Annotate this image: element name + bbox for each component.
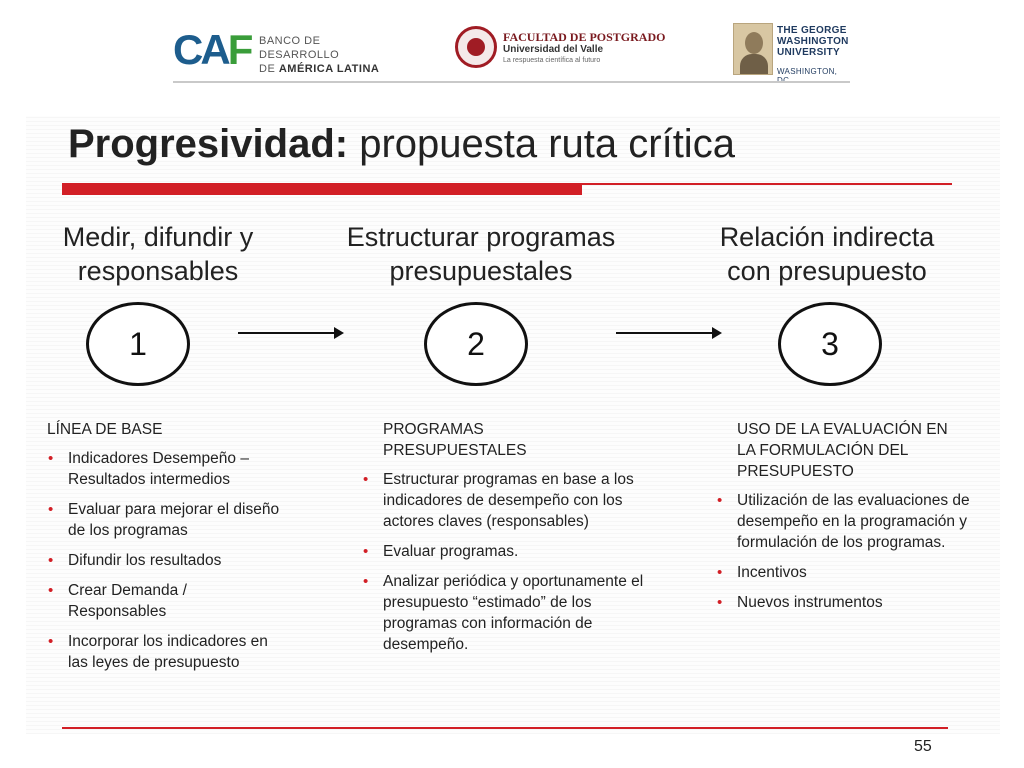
step-3-circle: 3 [778,302,882,386]
caf-mark: CAF [173,26,251,73]
list-item: • Indicadores Desempeño – Resultados intermedios [47,448,287,490]
column-1-heading: Medir, difundir y responsables [62,222,254,286]
block-2-title: PROGRAMAS PRESUPUESTALES [383,421,527,459]
postgrado-slogan: La respuesta científica al futuro [503,57,601,64]
caf-line2-prefix: DE [259,63,279,75]
title-underline-thick [62,183,582,195]
page-number: 55 [914,738,932,755]
list-item: • Analizar periódica y oportunamente el presupuesto “estimado” de los programas con información de desempeño. [362,571,662,655]
block-3-title: USO DE LA EVALUACIÓN EN LA FORMULACIÓN DEL PRESUPUESTO [737,421,948,480]
caf-line1: BANCO DE DESARROLLO [259,35,340,61]
list-item: • Utilización de las evaluaciones de desempeño en la programación y formulación de los programas. [716,490,978,553]
column-3-heading: Relación indirecta con presupuesto [719,222,935,286]
portrait-icon [733,23,773,75]
university-seal-icon [455,26,497,68]
header-logos [173,20,850,80]
list-item: • Crear Demanda / Responsables [47,580,287,622]
block-linea-de-base [47,419,287,682]
list-item: • Estructurar programas en base a los indicadores de desempeño con los actores claves (responsables) [362,469,662,532]
step-1-circle: 1 [86,302,190,386]
arrow-right-icon [238,332,342,334]
caf-logo [173,26,403,75]
gwu-line3: UNIVERSITY [777,47,841,58]
list-item: • Difundir los resultados [47,550,287,571]
arrow-right-icon [616,332,720,334]
title-underline-thin [582,183,952,185]
gwu-logo [733,23,850,77]
step-2-circle: 2 [424,302,528,386]
list-item: • Incentivos [716,562,978,583]
gwu-line1: THE GEORGE [777,25,847,36]
title-rest: propuesta ruta crítica [348,122,735,166]
header-divider [173,81,850,83]
postgrado-logo [455,26,695,74]
slide-title [68,120,735,168]
title-bold: Progresividad: [68,122,349,166]
block-programas-presupuestales [362,419,662,664]
block-uso-evaluacion [716,419,978,622]
caf-line2-bold: AMÉRICA LATINA [278,63,380,75]
list-item: • Evaluar programas. [362,541,662,562]
list-item: • Nuevos instrumentos [716,592,978,613]
caf-text [259,34,403,76]
gwu-line2: WASHINGTON [777,36,849,47]
footer-divider [62,727,948,729]
list-item: • Incorporar los indicadores en las leyes de presupuesto [47,631,287,673]
postgrado-title: FACULTAD DE POSTGRADO [503,30,666,44]
column-2-heading: Estructurar programas presupuestales [346,222,616,286]
list-item: • Evaluar para mejorar el diseño de los programas [47,499,287,541]
postgrado-subtitle: Universidad del Valle [503,44,604,55]
gwu-city: WASHINGTON, [777,67,838,76]
block-1-title: LÍNEA DE BASE [47,421,163,438]
